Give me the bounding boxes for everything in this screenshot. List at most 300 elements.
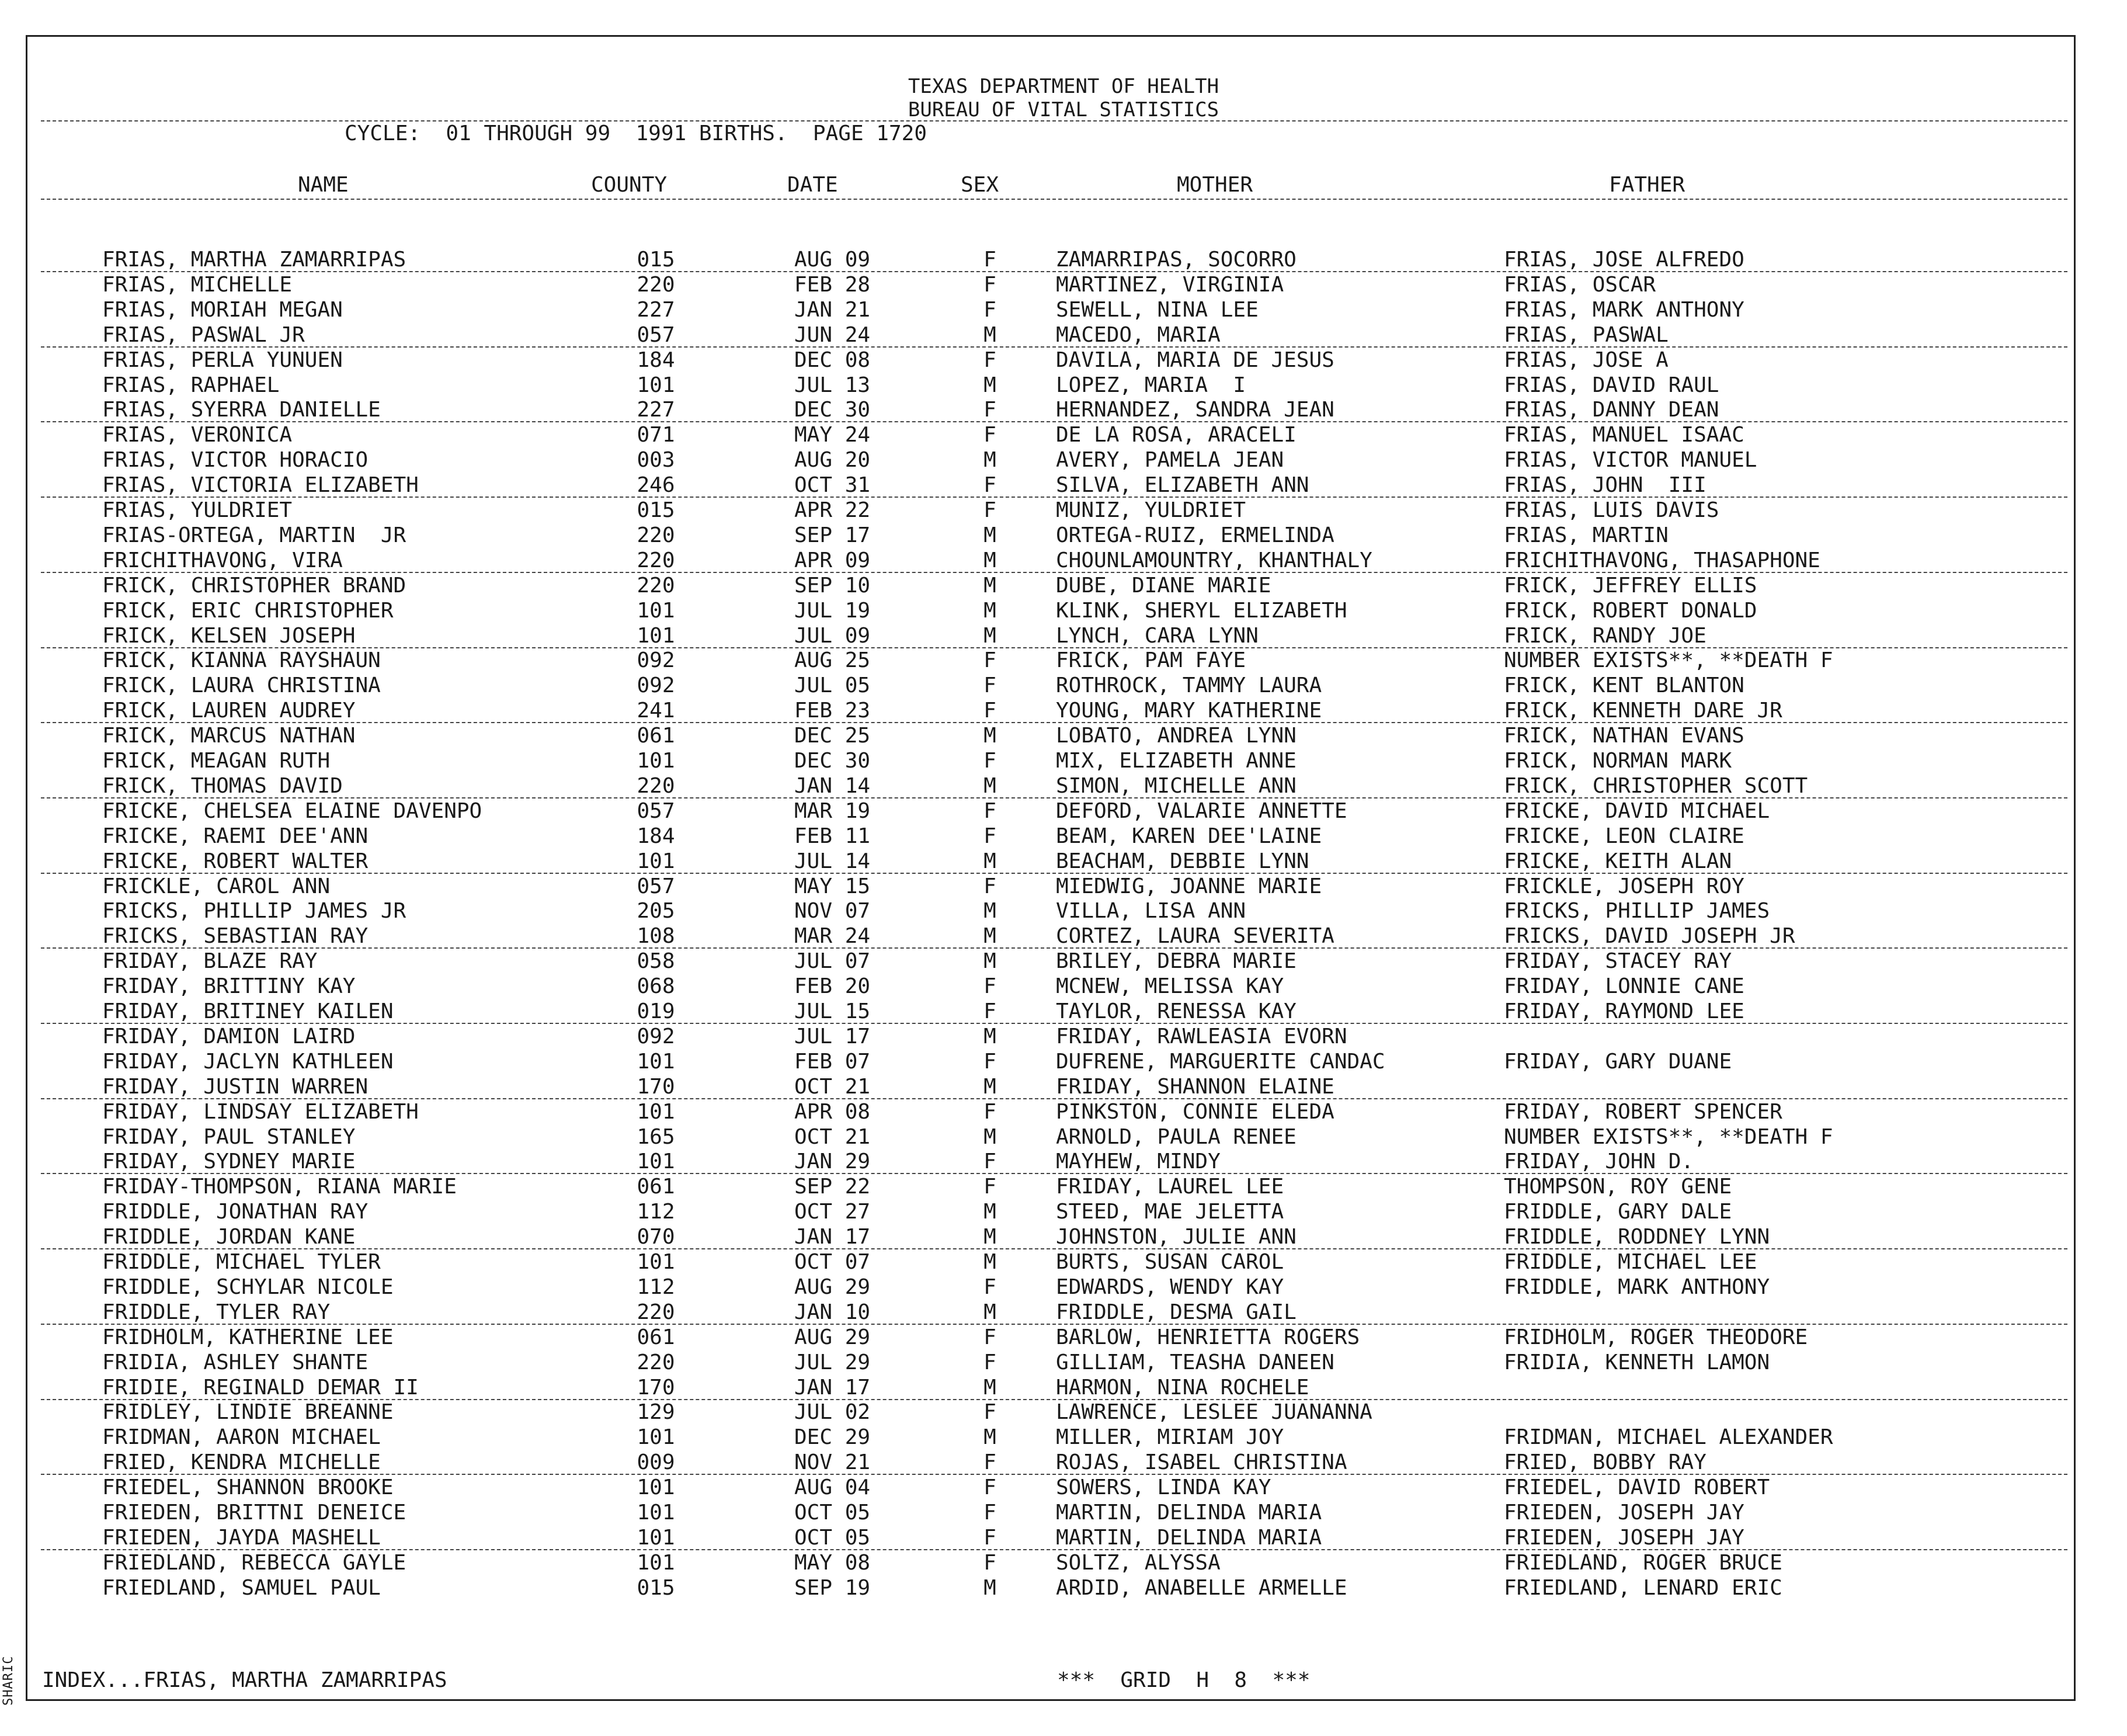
cell-date: JUL 09 [794,624,871,648]
cell-father: FRIDDLE, MARK ANTHONY [1504,1275,1770,1299]
cell-mother: DEFORD, VALARIE ANNETTE [1056,799,1347,823]
cell-father: FRIEDLAND, LENARD ERIC [1504,1576,1782,1600]
cell-sex: M [983,1125,996,1149]
cell-father: NUMBER EXISTS**, **DEATH F [1504,648,1833,672]
cell-name: FRIEDLAND, REBECCA GAYLE [102,1551,406,1575]
cell-father: FRIAS, DAVID RAUL [1504,373,1719,397]
cell-sex: F [983,699,996,723]
cell-sex: M [983,1425,996,1449]
cell-date: JUL 15 [794,999,871,1023]
table-row [0,1275,2127,1300]
cell-father: FRIAS, JOHN III [1504,473,1707,497]
cell-date: JUL 29 [794,1350,871,1374]
cell-name: FRIDAY-THOMPSON, RIANA MARIE [102,1175,457,1199]
cell-mother: DUBE, DIANE MARIE [1056,574,1271,598]
cell-mother: TAYLOR, RENESSA KAY [1056,999,1297,1023]
table-row [0,799,2127,824]
cell-county: 112 [637,1200,675,1224]
table-row [0,1350,2127,1375]
cell-name: FRIAS, MARTHA ZAMARRIPAS [102,248,406,272]
cell-county: 220 [637,548,675,572]
cell-date: FEB 23 [794,699,871,723]
cell-mother: LAWRENCE, LESLEE JUANANNA [1056,1400,1372,1424]
cell-sex: F [983,824,996,848]
cell-date: NOV 07 [794,899,871,923]
table-row [0,273,2127,297]
cell-date: AUG 25 [794,648,871,672]
cell-name: FRIDDLE, SCHYLAR NICOLE [102,1275,394,1299]
table-row [0,1475,2127,1500]
cell-name: FRIAS, VICTORIA ELIZABETH [102,473,419,497]
cell-county: 019 [637,999,675,1023]
cell-mother: SIMON, MICHELLE ANN [1056,774,1297,798]
cell-date: AUG 04 [794,1475,871,1499]
table-row [0,749,2127,773]
cell-father: FRIAS, PASWAL [1504,323,1669,347]
cell-county: 061 [637,724,675,748]
cell-mother: ORTEGA-RUIZ, ERMELINDA [1056,523,1334,547]
cell-sex: M [983,548,996,572]
cell-county: 101 [637,1425,675,1449]
cell-county: 015 [637,248,675,272]
cell-county: 009 [637,1450,675,1474]
cell-name: FRIAS, MICHELLE [102,273,293,297]
cell-mother: MUNIZ, YULDRIET [1056,498,1246,522]
cell-county: 101 [637,849,675,873]
cell-father: FRICK, NORMAN MARK [1504,749,1732,773]
cell-name: FRIDAY, LINDSAY ELIZABETH [102,1100,419,1124]
cell-date: AUG 20 [794,448,871,472]
cell-county: 165 [637,1125,675,1149]
cell-name: FRIDIA, ASHLEY SHANTE [102,1350,369,1374]
table-row [0,1576,2127,1600]
cell-name: FRIAS, YULDRIET [102,498,293,522]
cell-sex: F [983,1526,996,1550]
cell-father: FRICKS, DAVID JOSEPH JR [1504,924,1795,948]
cell-county: 057 [637,799,675,823]
cell-mother: VILLA, LISA ANN [1056,899,1246,923]
cell-name: FRICKE, CHELSEA ELAINE DAVENPO [102,799,482,823]
cell-date: DEC 30 [794,749,871,773]
table-row [0,924,2127,949]
cell-father: FRIDAY, ROBERT SPENCER [1504,1100,1782,1124]
cell-name: FRIDAY, SYDNEY MARIE [102,1150,356,1173]
cell-name: FRIDDLE, JORDAN KANE [102,1225,356,1249]
cell-date: MAR 19 [794,799,871,823]
cell-mother: BEACHAM, DEBBIE LYNN [1056,849,1309,873]
cell-sex: F [983,999,996,1023]
cell-name: FRICKS, SEBASTIAN RAY [102,924,369,948]
cell-sex: M [983,899,996,923]
table-row [0,1400,2127,1425]
cell-name: FRICKLE, CAROL ANN [102,874,331,898]
cell-mother: HERNANDEZ, SANDRA JEAN [1056,398,1334,422]
cell-date: JUL 07 [794,949,871,973]
cell-father: FRIDDLE, MICHAEL LEE [1504,1250,1757,1274]
cell-father: FRIEDLAND, ROGER BRUCE [1504,1551,1782,1575]
cell-date: AUG 09 [794,248,871,272]
cell-county: 220 [637,774,675,798]
cell-father: FRIAS, MANUEL ISAAC [1504,423,1744,447]
cell-name: FRIAS, VICTOR HORACIO [102,448,369,472]
cell-name: FRICHITHAVONG, VIRA [102,548,343,572]
cell-date: SEP 22 [794,1175,871,1199]
cell-father: FRICK, JEFFREY ELLIS [1504,574,1757,598]
cell-name: FRIAS-ORTEGA, MARTIN JR [102,523,406,547]
cell-mother: JOHNSTON, JULIE ANN [1056,1225,1297,1249]
footer-index: INDEX...FRIAS, MARTHA ZAMARRIPAS [42,1668,447,1692]
cell-county: 112 [637,1275,675,1299]
cell-mother: PINKSTON, CONNIE ELEDA [1056,1100,1334,1124]
cell-date: APR 09 [794,548,871,572]
cell-sex: M [983,624,996,648]
cell-sex: M [983,724,996,748]
cell-father: FRICK, KENT BLANTON [1504,673,1744,697]
cell-date: JUL 19 [794,599,871,623]
cell-county: 071 [637,423,675,447]
cell-father: FRIDAY, GARY DUANE [1504,1050,1732,1074]
cell-father: FRIDDLE, RODDNEY LYNN [1504,1225,1770,1249]
cell-father: FRIAS, MARTIN [1504,523,1669,547]
cell-county: 058 [637,949,675,973]
cell-father: FRIAS, JOSE A [1504,348,1669,372]
table-row [0,574,2127,598]
cell-county: 101 [637,1100,675,1124]
cell-father: FRIDDLE, GARY DALE [1504,1200,1732,1224]
cell-father: FRICK, NATHAN EVANS [1504,724,1744,748]
column-header-sex: SEX [961,173,999,197]
table-row [0,1075,2127,1099]
cell-county: 101 [637,1250,675,1274]
cell-name: FRIDAY, JUSTIN WARREN [102,1075,369,1099]
cell-sex: F [983,1400,996,1424]
table-row [0,1501,2127,1525]
cell-sex: M [983,1576,996,1600]
table-row [0,473,2127,498]
cell-date: FEB 20 [794,974,871,998]
cell-date: NOV 21 [794,1450,871,1474]
cell-sex: F [983,348,996,372]
cell-date: OCT 05 [794,1501,871,1525]
cell-date: JUL 05 [794,673,871,697]
cell-name: FRICK, KIANNA RAYSHAUN [102,648,381,672]
cell-sex: F [983,1551,996,1575]
cell-name: FRICK, LAUREN AUDREY [102,699,356,723]
cell-sex: M [983,574,996,598]
cell-father: FRIDIA, KENNETH LAMON [1504,1350,1770,1374]
cell-name: FRICKS, PHILLIP JAMES JR [102,899,406,923]
table-row [0,1050,2127,1074]
cell-date: OCT 31 [794,473,871,497]
cell-mother: BARLOW, HENRIETTA ROGERS [1056,1325,1360,1349]
table-row [0,423,2127,447]
cell-date: JAN 14 [794,774,871,798]
cell-sex: F [983,1450,996,1474]
cell-county: 015 [637,1576,675,1600]
cell-county: 220 [637,1350,675,1374]
cell-mother: MCNEW, MELISSA KAY [1056,974,1284,998]
cell-sex: F [983,1325,996,1349]
cell-date: DEC 30 [794,398,871,422]
cell-mother: LYNCH, CARA LYNN [1056,624,1259,648]
table-row [0,248,2127,272]
cell-name: FRIDAY, JACLYN KATHLEEN [102,1050,394,1074]
cell-name: FRIAS, VERONICA [102,423,293,447]
cell-mother: FRIDDLE, DESMA GAIL [1056,1300,1297,1324]
table-row [0,724,2127,748]
table-row [0,699,2127,723]
cell-county: 092 [637,648,675,672]
cell-county: 101 [637,1475,675,1499]
cell-name: FRIDAY, PAUL STANLEY [102,1125,356,1149]
cell-county: 101 [637,1526,675,1550]
table-row [0,774,2127,798]
cell-father: FRIAS, OSCAR [1504,273,1656,297]
cell-sex: F [983,1150,996,1173]
cell-sex: M [983,523,996,547]
cell-mother: ARDID, ANABELLE ARMELLE [1056,1576,1347,1600]
cell-date: JAN 10 [794,1300,871,1324]
table-row [0,999,2127,1024]
cell-sex: F [983,498,996,522]
cell-date: OCT 21 [794,1075,871,1099]
cell-name: FRICK, LAURA CHRISTINA [102,673,381,697]
cell-mother: ROJAS, ISABEL CHRISTINA [1056,1450,1347,1474]
cell-father: FRIDHOLM, ROGER THEODORE [1504,1325,1808,1349]
table-row [0,1376,2127,1400]
cell-mother: SILVA, ELIZABETH ANN [1056,473,1309,497]
bureau-title: BUREAU OF VITAL STATISTICS [908,98,1219,121]
cell-name: FRIDAY, BLAZE RAY [102,949,318,973]
column-header-mother: MOTHER [1177,173,1253,197]
cell-county: 101 [637,1551,675,1575]
cell-county: 101 [637,1150,675,1173]
cell-name: FRIDDLE, JONATHAN RAY [102,1200,369,1224]
cell-date: DEC 29 [794,1425,871,1449]
table-row [0,323,2127,348]
cell-father: FRIAS, DANNY DEAN [1504,398,1719,422]
cell-county: 220 [637,273,675,297]
cell-mother: BURTS, SUSAN CAROL [1056,1250,1284,1274]
cell-sex: M [983,1225,996,1249]
cell-mother: MIX, ELIZABETH ANNE [1056,749,1297,773]
column-header-divider [41,199,2067,200]
cell-sex: F [983,673,996,697]
cell-father: FRIEDEN, JOSEPH JAY [1504,1526,1744,1550]
cell-name: FRICK, ERIC CHRISTOPHER [102,599,394,623]
cell-sex: F [983,648,996,672]
cell-county: 220 [637,574,675,598]
cell-name: FRIEDEL, SHANNON BROOKE [102,1475,394,1499]
cell-date: MAY 15 [794,874,871,898]
cell-mother: ARNOLD, PAULA RENEE [1056,1125,1297,1149]
cell-father: FRIDAY, JOHN D. [1504,1150,1694,1173]
cell-date: JUN 24 [794,323,871,347]
cell-sex: F [983,1050,996,1074]
table-row [0,373,2127,398]
cell-county: 205 [637,899,675,923]
cell-mother: MILLER, MIRIAM JOY [1056,1425,1284,1449]
table-row [0,348,2127,373]
cell-county: 068 [637,974,675,998]
table-row [0,1450,2127,1475]
cell-county: 101 [637,749,675,773]
cell-date: FEB 07 [794,1050,871,1074]
table-row [0,624,2127,648]
cell-mother: LOBATO, ANDREA LYNN [1056,724,1297,748]
cell-name: FRIDDLE, TYLER RAY [102,1300,331,1324]
cell-sex: M [983,774,996,798]
cell-sex: F [983,799,996,823]
cell-father: FRIAS, MARK ANTHONY [1504,298,1744,322]
cell-mother: MACEDO, MARIA [1056,323,1221,347]
cycle-line: CYCLE: 01 THROUGH 99 1991 BIRTHS. PAGE 1720 [345,121,927,145]
cell-mother: CORTEZ, LAURA SEVERITA [1056,924,1334,948]
cell-sex: F [983,1175,996,1199]
cell-sex: M [983,1200,996,1224]
cell-name: FRIEDEN, BRITTNI DENEICE [102,1501,406,1525]
cell-sex: F [983,273,996,297]
cell-date: FEB 28 [794,273,871,297]
column-header-county: COUNTY [591,173,668,197]
cell-sex: M [983,1025,996,1048]
cell-county: 184 [637,348,675,372]
cell-name: FRIDLEY, LINDIE BREANNE [102,1400,394,1424]
cell-date: JUL 17 [794,1025,871,1048]
cell-mother: AVERY, PAMELA JEAN [1056,448,1284,472]
cell-sex: M [983,1250,996,1274]
cell-name: FRICK, KELSEN JOSEPH [102,624,356,648]
cell-father: FRIDMAN, MICHAEL ALEXANDER [1504,1425,1833,1449]
cell-date: MAR 24 [794,924,871,948]
cell-county: 003 [637,448,675,472]
cell-sex: M [983,323,996,347]
cell-county: 092 [637,673,675,697]
column-header-father: FATHER [1609,173,1685,197]
cell-name: FRIDAY, DAMION LAIRD [102,1025,356,1048]
cell-father: FRIEDEN, JOSEPH JAY [1504,1501,1744,1525]
cell-name: FRIAS, PERLA YUNUEN [102,348,343,372]
cell-name: FRIDDLE, MICHAEL TYLER [102,1250,381,1274]
cell-date: JUL 02 [794,1400,871,1424]
cell-father: FRIAS, VICTOR MANUEL [1504,448,1757,472]
cell-mother: LOPEZ, MARIA I [1056,373,1246,397]
cell-county: 170 [637,1075,675,1099]
cell-date: OCT 21 [794,1125,871,1149]
cell-date: AUG 29 [794,1325,871,1349]
table-row [0,1225,2127,1249]
table-row [0,1150,2127,1174]
cell-county: 015 [637,498,675,522]
cell-sex: M [983,849,996,873]
cell-date: SEP 17 [794,523,871,547]
table-row [0,974,2127,999]
cell-mother: KLINK, SHERYL ELIZABETH [1056,599,1347,623]
cell-county: 057 [637,323,675,347]
cell-sex: F [983,248,996,272]
cell-date: OCT 27 [794,1200,871,1224]
cell-mother: HARMON, NINA ROCHELE [1056,1376,1309,1400]
cell-county: 170 [637,1376,675,1400]
table-row [0,1100,2127,1124]
cell-date: JAN 29 [794,1150,871,1173]
cell-name: FRIAS, MORIAH MEGAN [102,298,343,322]
cell-mother: STEED, MAE JELETTA [1056,1200,1284,1224]
side-label: SHARIC [1,1655,16,1706]
cell-date: JAN 17 [794,1225,871,1249]
cell-father: FRICKE, DAVID MICHAEL [1504,799,1770,823]
cell-county: 061 [637,1175,675,1199]
cell-county: 227 [637,298,675,322]
cell-county: 108 [637,924,675,948]
cell-father: THOMPSON, ROY GENE [1504,1175,1732,1199]
footer-grid: *** GRID H 8 *** [1057,1668,1311,1692]
cell-mother: MARTIN, DELINDA MARIA [1056,1501,1322,1525]
table-row [0,1025,2127,1049]
cell-name: FRIEDEN, JAYDA MASHELL [102,1526,381,1550]
table-row [0,1425,2127,1450]
cell-father: FRIDAY, LONNIE CANE [1504,974,1744,998]
cell-sex: M [983,949,996,973]
cell-mother: FRIDAY, SHANNON ELAINE [1056,1075,1334,1099]
cell-name: FRICK, MARCUS NATHAN [102,724,356,748]
cell-father: FRICKLE, JOSEPH ROY [1504,874,1744,898]
cell-county: 101 [637,373,675,397]
table-row [0,523,2127,548]
cell-county: 061 [637,1325,675,1349]
cell-mother: BRILEY, DEBRA MARIE [1056,949,1297,973]
cell-county: 070 [637,1225,675,1249]
cell-county: 101 [637,1501,675,1525]
cell-mother: FRIDAY, LAUREL LEE [1056,1175,1284,1199]
cell-father: FRIDAY, RAYMOND LEE [1504,999,1744,1023]
cell-county: 184 [637,824,675,848]
cell-mother: SOLTZ, ALYSSA [1056,1551,1221,1575]
cell-sex: F [983,423,996,447]
table-row [0,1551,2127,1575]
cell-date: JUL 13 [794,373,871,397]
cell-father: FRICKE, LEON CLAIRE [1504,824,1744,848]
cell-father: FRICHITHAVONG, THASAPHONE [1504,548,1820,572]
cell-father: FRIEDEL, DAVID ROBERT [1504,1475,1770,1499]
table-row [0,398,2127,422]
cell-date: MAY 08 [794,1551,871,1575]
cell-date: DEC 25 [794,724,871,748]
cell-name: FRIAS, RAPHAEL [102,373,280,397]
cell-father: FRICK, ROBERT DONALD [1504,599,1757,623]
cell-date: APR 08 [794,1100,871,1124]
column-header-name: NAME [298,173,349,197]
table-row [0,849,2127,874]
cell-name: FRIDMAN, AARON MICHAEL [102,1425,381,1449]
cell-date: JAN 17 [794,1376,871,1400]
cell-father: FRIAS, LUIS DAVIS [1504,498,1719,522]
cell-name: FRICKE, RAEMI DEE'ANN [102,824,369,848]
cell-mother: DUFRENE, MARGUERITE CANDAC [1056,1050,1385,1074]
cell-name: FRICK, THOMAS DAVID [102,774,343,798]
table-row [0,1250,2127,1275]
cell-county: 246 [637,473,675,497]
cell-mother: SOWERS, LINDA KAY [1056,1475,1271,1499]
cell-date: OCT 07 [794,1250,871,1274]
cell-mother: FRIDAY, RAWLEASIA EVORN [1056,1025,1347,1048]
cell-sex: F [983,1501,996,1525]
cell-father: FRICKE, KEITH ALAN [1504,849,1732,873]
table-row [0,1325,2127,1350]
table-row [0,1200,2127,1224]
cell-father: FRIAS, JOSE ALFREDO [1504,248,1744,272]
table-row [0,949,2127,974]
